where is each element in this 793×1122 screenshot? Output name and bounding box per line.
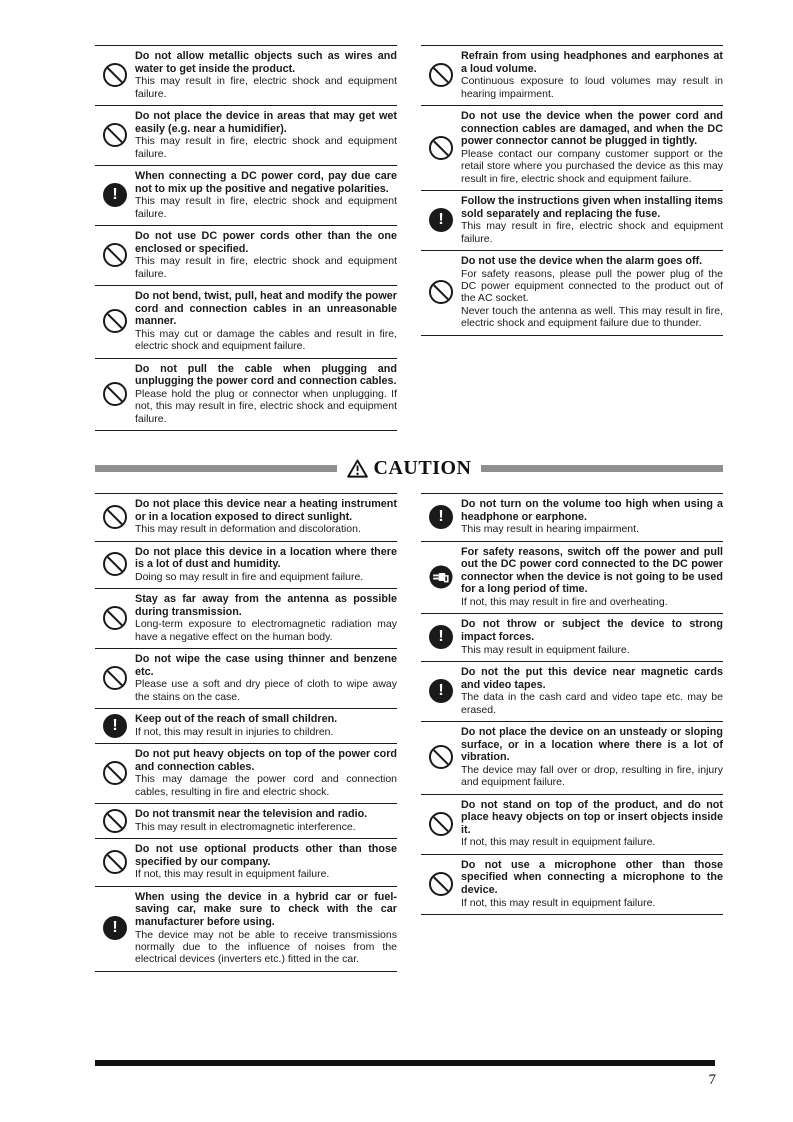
page-content [95, 45, 723, 972]
exclamation-icon [103, 714, 127, 738]
safety-item-heading: Do not place this device in a location where there is a lot of dust and humidity. [135, 545, 397, 571]
safety-item-body: The device may fall over or drop, resulting in fire, injury and equipment failure. [461, 763, 723, 789]
prohibition-icon [429, 280, 453, 304]
safety-item-body: This may result in hearing impairment. [461, 523, 639, 536]
safety-item [95, 105, 397, 165]
safety-item-icon-cell [95, 123, 135, 147]
safety-item-text [461, 546, 723, 609]
safety-item-icon-cell [95, 243, 135, 267]
page-number: 7 [708, 1072, 716, 1088]
safety-item-heading: Do not stand on top of the product, and do not place heavy objects on top or insert objects inside it. [461, 798, 723, 836]
caution-title-label: CAUTION [373, 457, 472, 479]
safety-item-heading: Do not turn on the volume too high when using a headphone or earphone. [461, 498, 723, 523]
safety-item-text [461, 726, 723, 789]
safety-item-body: This may result in fire, electric shock and equipment failure. [135, 255, 397, 280]
safety-item-icon-cell [95, 309, 135, 333]
safety-item-body-wrap [135, 726, 397, 738]
safety-item-body: Please hold the plug or connector when unplugging. If not, this may result in fire, electric shock and equipment failure. [135, 387, 397, 425]
safety-item-text [135, 891, 397, 966]
safety-item-text [461, 110, 723, 185]
safety-item-body-wrap [461, 897, 723, 909]
safety-item-body-wrap [135, 618, 397, 643]
safety-item-text [135, 808, 397, 833]
safety-item-icon-cell [421, 208, 461, 232]
safety-item-body-wrap [135, 75, 397, 100]
safety-item-body-wrap [135, 868, 397, 880]
safety-item [421, 105, 723, 190]
safety-item-icon-cell [95, 850, 135, 874]
safety-item-heading: Do not bend, twist, pull, heat and modify the power cord and connection cables in an unreasonable manner. [135, 290, 397, 328]
safety-item-text [135, 748, 397, 798]
safety-item [95, 358, 397, 430]
safety-item [421, 190, 723, 250]
safety-item-text [135, 363, 397, 425]
prohibition-icon [103, 666, 127, 690]
safety-item-heading: Do not pull the cable when plugging and unplugging the power cord and connection cables. [135, 362, 397, 388]
exclamation-icon [103, 183, 127, 207]
safety-item-icon-cell [421, 625, 461, 649]
safety-item-text [135, 290, 397, 353]
safety-item-icon-cell [421, 280, 461, 304]
safety-item-text [135, 593, 397, 643]
safety-item-body: If not, this may result in injuries to children. [135, 725, 334, 738]
safety-item [95, 803, 397, 838]
safety-item-body: This may result in fire, electric shock and equipment failure. [135, 135, 397, 160]
safety-item-heading: Follow the instructions given when installing items sold separately and replacing the fuse. [461, 195, 723, 220]
safety-item-text [461, 255, 723, 330]
safety-item-body: This may result in fire, electric shock and equipment failure. [135, 75, 397, 100]
safety-item-heading: Do not place this device near a heating instrument or in a location exposed to direct sunlight. [135, 498, 397, 523]
safety-item-body: This may result in equipment failure. [461, 643, 630, 656]
safety-item-icon-cell [95, 761, 135, 785]
safety-item-body-wrap [461, 523, 723, 535]
safety-item-heading: Do not place the device on an unsteady or sloping surface, or in a location where there is a lot of vibration. [461, 725, 723, 764]
safety-item-icon-cell [421, 136, 461, 160]
prohibition-icon [429, 63, 453, 87]
prohibition-icon [429, 872, 453, 896]
safety-item [95, 165, 397, 225]
caution-items-section [95, 493, 723, 972]
safety-item-body: Long-term exposure to electromagnetic radiation may have a negative effect on the human body. [135, 618, 397, 643]
prohibition-icon [103, 552, 127, 576]
prohibition-icon [103, 761, 127, 785]
safety-item-text [461, 859, 723, 909]
safety-item-text [135, 110, 397, 160]
safety-item-body: This may damage the power cord and connection cables, resulting in fire and electric shock. [135, 773, 397, 798]
safety-item-body: Continuous exposure to loud volumes may result in hearing impairment. [461, 75, 723, 100]
safety-item-text [135, 546, 397, 584]
footer-rule [95, 1060, 715, 1066]
safety-item-text [461, 195, 723, 245]
unplug-power-cord-icon [429, 565, 453, 589]
warning-items-section [95, 45, 723, 431]
safety-item [95, 493, 397, 541]
safety-item-heading: Do not use a microphone other than those specified when connecting a microphone to the device. [461, 858, 723, 896]
caution-header [95, 457, 723, 480]
safety-item-body-wrap [135, 135, 397, 160]
safety-item-text [135, 50, 397, 100]
safety-item-text [461, 50, 723, 100]
safety-item [421, 45, 723, 105]
prohibition-icon [103, 123, 127, 147]
safety-item-body: If not, this may result in equipment failure. [461, 896, 656, 909]
safety-item-body-wrap [461, 644, 723, 656]
prohibition-icon [103, 309, 127, 333]
safety-item-icon-cell [95, 183, 135, 207]
safety-item-body: For safety reasons, please pull the power plug of the DC power equipment connected to the product out of the AC socket. [461, 267, 723, 305]
safety-item [95, 45, 397, 105]
safety-item-heading: Do not use the device when the alarm goes off. [461, 255, 703, 267]
safety-item [95, 225, 397, 285]
safety-item-icon-cell [95, 916, 135, 940]
caution-title [347, 457, 472, 480]
caution-left-column [95, 493, 397, 972]
safety-item [95, 743, 397, 803]
safety-item-body: If not, this may result in equipment failure. [135, 868, 330, 881]
safety-item-icon-cell [95, 63, 135, 87]
safety-item-body-wrap [461, 220, 723, 245]
safety-item-icon-cell [95, 666, 135, 690]
caution-rule-right [481, 465, 723, 472]
safety-item-icon-cell [421, 872, 461, 896]
safety-item [421, 661, 723, 721]
safety-item-icon-cell [421, 679, 461, 703]
safety-item-body-wrap [461, 596, 723, 608]
safety-item-heading: When connecting a DC power cord, pay due care not to mix up the positive and negative polarities. [135, 170, 397, 195]
safety-item-body: Doing so may result in fire and equipment failure. [135, 570, 364, 583]
warning-left-column [95, 45, 397, 431]
safety-item [421, 721, 723, 794]
safety-item-body-wrap [461, 764, 723, 789]
safety-item-body-wrap [135, 328, 397, 353]
safety-item-body: If not, this may result in fire and overheating. [461, 595, 668, 608]
safety-item-text [461, 618, 723, 656]
safety-item-body: This may result in fire, electric shock and equipment failure. [135, 195, 397, 220]
safety-item-body-wrap [135, 388, 397, 425]
safety-item-body: This may cut or damage the cables and result in fire, electric shock and equipment failure. [135, 327, 397, 353]
safety-item-body-wrap [461, 691, 723, 716]
safety-item-heading: Do not use optional products other than those specified by our company. [135, 843, 397, 868]
prohibition-icon [103, 382, 127, 406]
safety-item-body-wrap [461, 268, 723, 330]
warning-right-column [421, 45, 723, 336]
safety-item-body: The device may not be able to receive transmissions normally due to the influence of noises from the electrical devices (inverters etc.) fitted in the car. [135, 928, 397, 966]
safety-item-heading: Do not throw or subject the device to strong impact forces. [461, 618, 723, 643]
safety-item-icon-cell [421, 565, 461, 589]
safety-item-heading: Do not put heavy objects on top of the power cord and connection cables. [135, 748, 397, 773]
safety-item-heading: Refrain from using headphones and earphones at a loud volume. [461, 50, 723, 75]
safety-item [95, 708, 397, 743]
safety-item-body-wrap [461, 836, 723, 848]
safety-item-body: Never touch the antenna as well. This may result in fire, electric shock and equipment failure due to thunder. [461, 304, 723, 330]
safety-item [95, 588, 397, 648]
prohibition-icon [103, 850, 127, 874]
safety-item-body: This may result in deformation and discoloration. [135, 523, 361, 536]
safety-item [421, 250, 723, 335]
safety-item [95, 886, 397, 971]
safety-item-heading: Do not place the device in areas that may get wet easily (e.g. near a humidifier). [135, 110, 397, 135]
safety-item-body-wrap [135, 821, 397, 833]
safety-item-body-wrap [461, 148, 723, 185]
warning-triangle-icon [347, 459, 368, 478]
safety-item-heading: When using the device in a hybrid car or fuel-saving car, make sure to check with the car manufacturer before using. [135, 890, 397, 928]
safety-item [95, 541, 397, 589]
safety-item-icon-cell [95, 606, 135, 630]
safety-item-heading: Do not use the device when the power cord and connection cables are damaged, and when the DC power connector cannot be plugged in tightly. [461, 110, 723, 148]
safety-item-heading: Do not allow metallic objects such as wires and water to get inside the product. [135, 50, 397, 75]
exclamation-icon [429, 679, 453, 703]
exclamation-icon [429, 625, 453, 649]
safety-item [421, 541, 723, 614]
safety-item-text [461, 799, 723, 849]
safety-item-body-wrap [135, 195, 397, 220]
safety-item-heading: Do not wipe the case using thinner and benzene etc. [135, 653, 397, 678]
safety-item-icon-cell [95, 552, 135, 576]
safety-item-heading: Do not the put this device near magnetic cards and video tapes. [461, 665, 723, 691]
safety-item-body: The data in the cash card and video tape etc. may be erased. [461, 691, 723, 716]
safety-item-body-wrap [135, 678, 397, 703]
safety-item-body: This may result in fire, electric shock and equipment failure. [461, 220, 723, 245]
prohibition-icon [103, 606, 127, 630]
prohibition-icon [103, 63, 127, 87]
safety-item-text [135, 713, 397, 738]
safety-item-icon-cell [421, 812, 461, 836]
safety-item-body-wrap [135, 773, 397, 798]
safety-item-icon-cell [95, 505, 135, 529]
safety-item-heading: Do not use DC power cords other than the one enclosed or specified. [135, 230, 397, 255]
safety-item-icon-cell [421, 745, 461, 769]
safety-item-text [135, 498, 397, 536]
safety-item-body-wrap [135, 523, 397, 535]
safety-item-heading: Keep out of the reach of small children. [135, 713, 338, 726]
safety-item-heading: Do not transmit near the television and radio. [135, 808, 368, 821]
safety-item-body-wrap [135, 929, 397, 966]
safety-item-body-wrap [135, 255, 397, 280]
safety-item-text [135, 843, 397, 881]
safety-item-text [135, 653, 397, 703]
safety-item-body-wrap [461, 75, 723, 100]
safety-item-icon-cell [95, 714, 135, 738]
safety-item-heading: For safety reasons, switch off the power and pull out the DC power cord connected to the DC power connector when the device is not going to be used for a long period of time. [461, 545, 723, 596]
safety-item [421, 613, 723, 661]
safety-item-icon-cell [95, 382, 135, 406]
caution-rule-left [95, 465, 337, 472]
safety-item-body: Please contact our company customer support or the retail store where you purchased the device as this may result in fire, electric shock and equipment failure. [461, 147, 723, 185]
prohibition-icon [103, 243, 127, 267]
caution-right-column [421, 493, 723, 915]
safety-item [95, 285, 397, 358]
prohibition-icon [429, 812, 453, 836]
prohibition-icon [103, 505, 127, 529]
safety-item [95, 648, 397, 708]
safety-item-icon-cell [95, 809, 135, 833]
safety-item-icon-cell [421, 505, 461, 529]
safety-item-body: If not, this may result in equipment failure. [461, 836, 656, 849]
safety-item-body-wrap [135, 571, 397, 583]
exclamation-icon [429, 505, 453, 529]
safety-item-heading: Stay as far away from the antenna as possible during transmission. [135, 593, 397, 618]
exclamation-icon [103, 916, 127, 940]
safety-item-text [135, 170, 397, 220]
safety-item-body: This may result in electromagnetic interference. [135, 820, 356, 833]
safety-item-text [461, 666, 723, 716]
safety-item-text [135, 230, 397, 280]
safety-item [421, 794, 723, 854]
exclamation-icon [429, 208, 453, 232]
prohibition-icon [429, 745, 453, 769]
safety-item-text [461, 498, 723, 536]
safety-item [421, 854, 723, 914]
prohibition-icon [103, 809, 127, 833]
safety-item [421, 493, 723, 541]
safety-item-body: Please use a soft and dry piece of cloth to wipe away the stains on the case. [135, 678, 397, 703]
prohibition-icon [429, 136, 453, 160]
safety-item-icon-cell [421, 63, 461, 87]
safety-item [95, 838, 397, 886]
